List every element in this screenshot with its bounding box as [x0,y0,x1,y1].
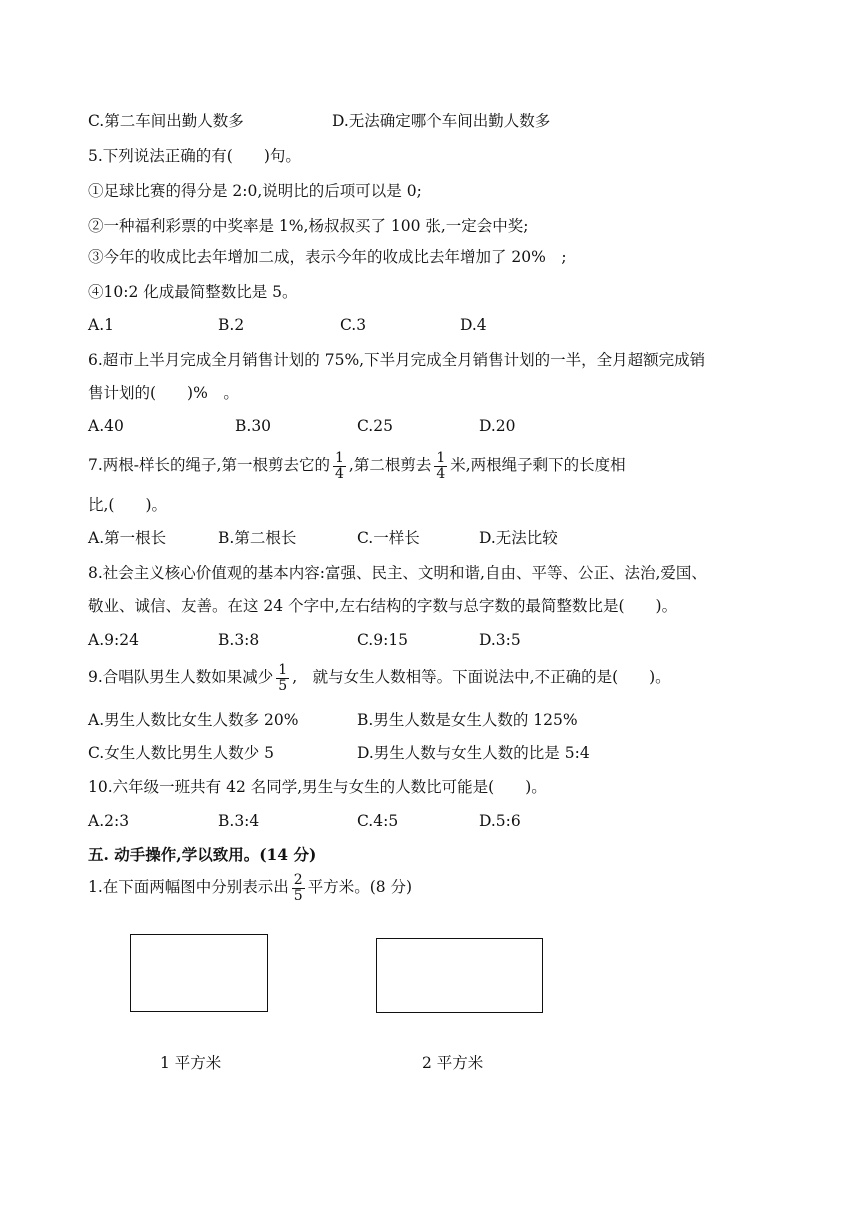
q10-option-c: C.4:5 [357,812,399,830]
q6-option-b: B.30 [235,417,272,435]
q5-statement-4: ④10:2 化成最简整数比是 5。 [88,283,298,301]
q9-fraction-numerator: 1 [278,661,288,678]
box-1-label: 1 平方米 [160,1054,222,1072]
q4-option-c: C.第二车间出勤人数多 [88,112,244,130]
q7-fraction-2-numerator: 1 [436,449,446,466]
section-5-q1-stem [88,870,412,904]
q7-option-b: B.第二根长 [218,529,297,547]
q7-option-a: A.第一根长 [88,529,167,547]
q6-option-d: D.20 [479,417,516,435]
s5-q1-text-2: 平方米。(8 分) [307,878,413,896]
q8-option-d: D.3:5 [479,631,521,649]
q7-option-c: C.一样长 [357,529,420,547]
q7-option-d: D.无法比较 [479,529,558,547]
q5-option-c: C.3 [340,316,367,334]
q5-option-d: D.4 [460,316,487,334]
q9-option-c: C.女生人数比男生人数少 5 [88,744,275,762]
q7-fraction-2-denominator: 4 [436,465,446,482]
q6-option-a: A.40 [88,417,124,435]
q8-stem-line2: 敬业、诚信、友善。在这 24 个字中,左右结构的字数与总字数的最简整数比是( )。 [88,597,678,615]
q7-text-2: ,第二根剪去 [348,456,432,474]
q7-fraction-1-numerator: 1 [334,449,344,466]
q7-text-1: 7.两根-样长的绳子,第一根剪去它的 [88,456,330,474]
q10-option-d: D.5:6 [479,812,521,830]
q9-stem [88,660,671,694]
q6-option-c: C.25 [357,417,393,435]
q9-option-a: A.男生人数比女生人数多 20% [88,711,299,729]
q5-option-a: A.1 [88,316,114,334]
square-meter-box-2[interactable] [376,938,543,1013]
q5-statement-2: ②一种福利彩票的中奖率是 1%,杨叔叔买了 100 张,一定会中奖; [88,217,529,235]
q10-stem: 10.六年级一班共有 42 名同学,男生与女生的人数比可能是( )。 [88,778,547,796]
q8-stem-line1: 8.社会主义核心价值观的基本内容:富强、民主、文明和谐,自由、平等、公正、法治,爱国、 [88,564,707,582]
q9-option-d: D.男生人数与女生人数的比是 5:4 [357,744,590,762]
q7-stem-line2: 比,( )。 [88,496,168,514]
q6-stem-line2: 售计划的( )% 。 [88,384,239,402]
square-meter-box-1[interactable] [130,934,268,1012]
q7-fraction-1-denominator: 4 [334,465,344,482]
q9-text-1: 9.合唱队男生人数如果减少 [88,668,274,686]
q8-option-b: B.3:8 [218,631,260,649]
q8-option-c: C.9:15 [357,631,409,649]
box-2-label: 2 平方米 [422,1054,484,1072]
q5-statement-1: ①足球比赛的得分是 2:0,说明比的后项可以是 0; [88,182,422,200]
q4-option-d: D.无法确定哪个车间出勤人数多 [332,112,551,130]
q7-text-3: 米,两根绳子剩下的长度相 [450,456,626,474]
s5-q1-fraction-numerator: 2 [293,871,303,888]
q6-stem-line1: 6.超市上半月完成全月销售计划的 75%,下半月完成全月销售计划的一半，全月超额完成销 [88,351,706,369]
s5-q1-fraction-denominator: 5 [293,887,303,904]
q7-fraction-1 [333,451,346,482]
section-5-title: 五. 动手操作,学以致用。(14 分) [88,845,317,864]
q9-fraction [276,663,289,694]
q10-option-b: B.3:4 [218,812,260,830]
q5-stem: 5.下列说法正确的有( )句。 [88,147,301,165]
q9-fraction-denominator: 5 [278,677,288,694]
q5-statement-3: ③今年的收成比去年增加二成，表示今年的收成比去年增加了 20% ; [88,248,567,266]
q5-option-b: B.2 [218,316,245,334]
s5-q1-text-1: 1.在下面两幅图中分别表示出 [88,878,289,896]
q9-text-2: , 就与女生人数相等。下面说法中,不正确的是( )。 [292,668,671,686]
q9-option-b: B.男生人数是女生人数的 125% [357,711,578,729]
q7-fraction-2 [434,451,447,482]
q10-option-a: A.2:3 [88,812,130,830]
s5-q1-fraction [292,873,305,904]
q8-option-a: A.9:24 [88,631,139,649]
q7-stem-line1 [88,448,626,482]
